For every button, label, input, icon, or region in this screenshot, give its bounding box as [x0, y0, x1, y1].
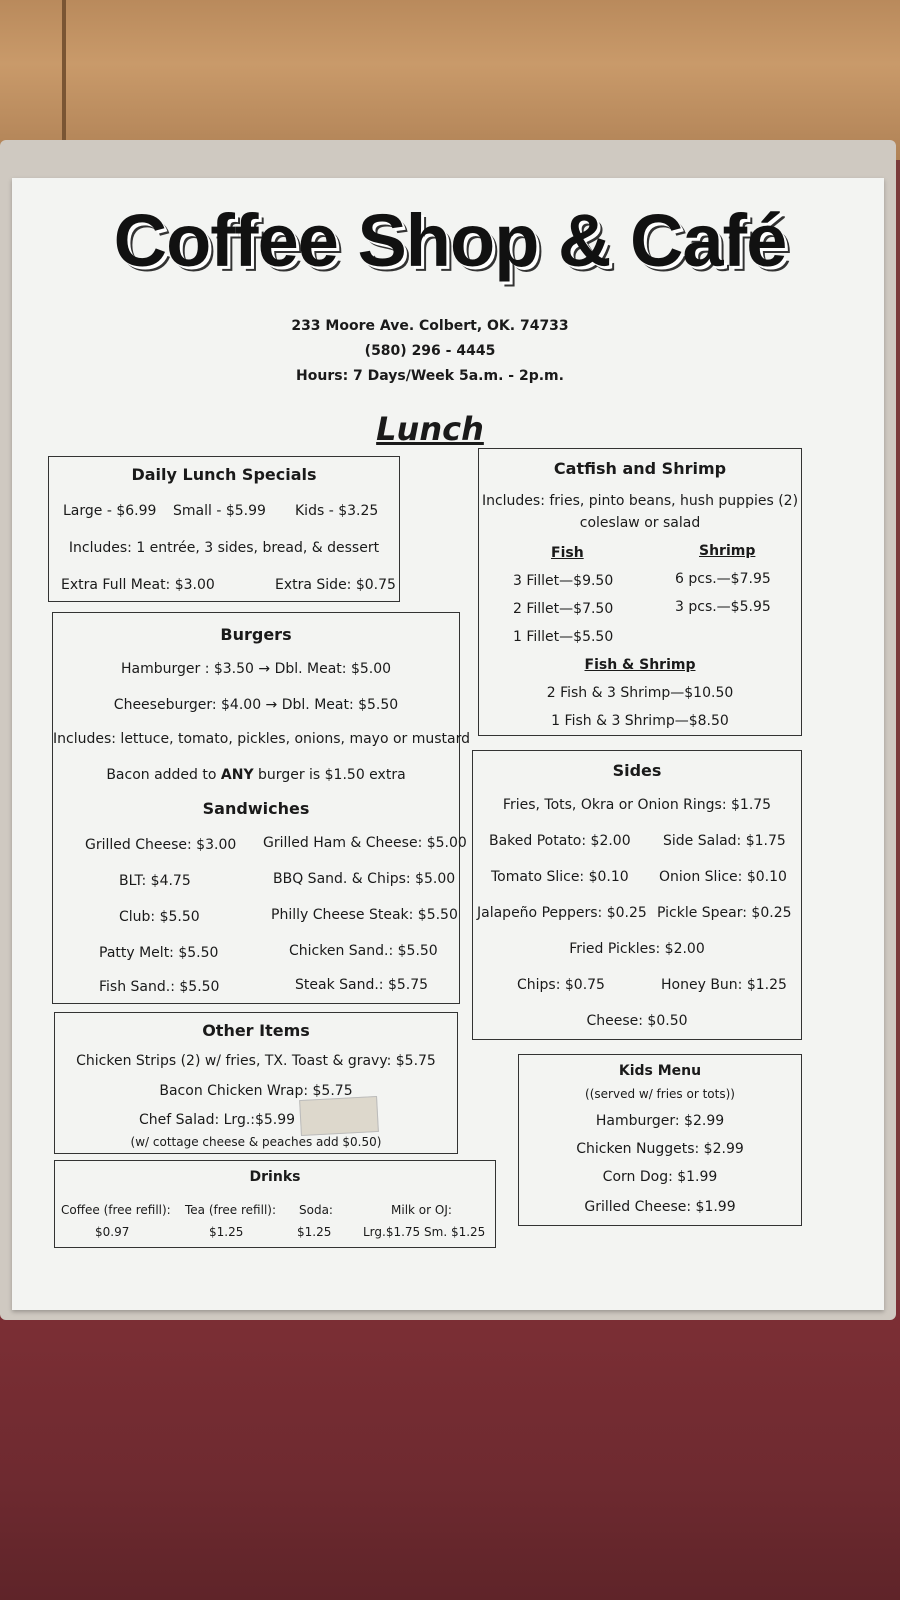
drink-price: $1.25 — [209, 1225, 244, 1239]
sandwich-item: Fish Sand.: $5.50 — [99, 979, 220, 995]
drink-name: Soda: — [299, 1203, 333, 1217]
chef-salad: Chef Salad: Lrg.:$5.99 — [139, 1112, 296, 1128]
honey-bun: Honey Bun: $1.25 — [661, 977, 787, 993]
sides-box — [472, 750, 802, 1040]
sandwich-item: BLT: $4.75 — [119, 873, 191, 889]
counter-surface — [0, 1300, 900, 1600]
hours: Hours: 7 Days/Week 5a.m. - 2p.m. — [296, 368, 564, 384]
price-large: Large - $6.99 — [63, 503, 157, 519]
extra-meat: Extra Full Meat: $3.00 — [61, 577, 215, 593]
bacon-wrap: Bacon Chicken Wrap: $5.75 — [159, 1083, 353, 1099]
catfish-shrimp-box — [478, 448, 802, 736]
drink-name: Coffee (free refill): — [61, 1203, 171, 1217]
burgers-title: Burgers — [220, 625, 292, 644]
catfish-title: Catfish and Shrimp — [553, 459, 727, 478]
cheeseburger-price: Cheeseburger: $4.00 → Dbl. Meat: $5.50 — [113, 697, 399, 713]
drink-name: Milk or OJ: — [391, 1203, 452, 1217]
price-small: Small - $5.99 — [173, 503, 266, 519]
catfish-includes-2: coleslaw or salad — [579, 515, 701, 531]
other-items-title: Other Items — [202, 1021, 310, 1040]
fish-heading: Fish — [551, 545, 584, 561]
fish-item: 3 Fillet—$9.50 — [513, 573, 614, 589]
catfish-includes: Includes: fries, pinto beans, hush puppies (2) — [481, 493, 799, 509]
sandwich-item: Grilled Ham & Cheese: $5.00 — [263, 835, 467, 851]
hamburger-price: Hamburger : $3.50 → Dbl. Meat: $5.00 — [120, 661, 392, 677]
drink-price: $0.97 — [95, 1225, 130, 1239]
drink-price: Lrg.$1.75 Sm. $1.25 — [363, 1225, 486, 1239]
sides-title: Sides — [612, 761, 662, 780]
kids-item: Hamburger: $2.99 — [595, 1113, 725, 1129]
section-title: Lunch — [376, 410, 484, 448]
side-item: Pickle Spear: $0.25 — [657, 905, 792, 921]
sandwiches-title: Sandwiches — [202, 799, 310, 818]
address: 233 Moore Ave. Colbert, OK. 74733 — [291, 318, 569, 334]
sides-fries: Fries, Tots, Okra or Onion Rings: $1.75 — [502, 797, 772, 813]
burger-includes: Includes: lettuce, tomato, pickles, onions, mayo or mustard — [53, 731, 471, 747]
cheese: Cheese: $0.50 — [586, 1013, 688, 1029]
kids-item: Grilled Cheese: $1.99 — [584, 1199, 736, 1215]
kids-item: Corn Dog: $1.99 — [602, 1169, 718, 1185]
drinks-box — [54, 1160, 496, 1248]
sandwich-item: Steak Sand.: $5.75 — [295, 977, 429, 993]
other-items-box — [54, 1012, 458, 1154]
cafe-title: Coffee Shop & Café — [113, 199, 787, 282]
daily-specials-title: Daily Lunch Specials — [131, 465, 317, 484]
kids-menu-title: Kids Menu — [618, 1063, 702, 1079]
side-item: Baked Potato: $2.00 — [489, 833, 631, 849]
sandwich-item: BBQ Sand. & Chips: $5.00 — [273, 871, 456, 887]
drinks-title: Drinks — [249, 1169, 301, 1185]
fish-item: 2 Fillet—$7.50 — [513, 601, 614, 617]
daily-includes: Includes: 1 entrée, 3 sides, bread, & dessert — [68, 540, 380, 556]
kids-menu-box — [518, 1054, 802, 1226]
sandwich-item: Philly Cheese Steak: $5.50 — [271, 907, 458, 923]
wood-seam — [62, 0, 66, 160]
extra-side: Extra Side: $0.75 — [275, 577, 396, 593]
fish-item: 1 Fillet—$5.50 — [513, 629, 614, 645]
side-item: Side Salad: $1.75 — [663, 833, 786, 849]
kids-item: Chicken Nuggets: $2.99 — [576, 1141, 744, 1157]
sandwich-item: Grilled Cheese: $3.00 — [85, 837, 237, 853]
shrimp-item: 3 pcs.—$5.95 — [675, 599, 771, 615]
side-item: Onion Slice: $0.10 — [659, 869, 787, 885]
tape-patch — [299, 1096, 379, 1136]
daily-specials-box — [48, 456, 400, 602]
kids-menu-note: ((served w/ fries or tots)) — [585, 1087, 735, 1101]
drink-name: Tea (free refill): — [185, 1203, 277, 1217]
side-item: Jalapeño Peppers: $0.25 — [477, 905, 647, 921]
chips: Chips: $0.75 — [517, 977, 605, 993]
chicken-strips: Chicken Strips (2) w/ fries, TX. Toast & gravy: $5.75 — [76, 1053, 436, 1069]
shrimp-heading: Shrimp — [699, 543, 756, 559]
combo-item: 1 Fish & 3 Shrimp—$8.50 — [551, 713, 729, 729]
burgers-sandwiches-box — [52, 612, 471, 1004]
combo-heading: Fish & Shrimp — [584, 657, 696, 673]
shrimp-item: 6 pcs.—$7.95 — [675, 571, 771, 587]
chef-salad-note: (w/ cottage cheese & peaches add $0.50) — [130, 1135, 382, 1149]
side-item: Tomato Slice: $0.10 — [491, 869, 629, 885]
sandwich-item: Chicken Sand.: $5.50 — [289, 943, 438, 959]
combo-item: 2 Fish & 3 Shrimp—$10.50 — [546, 685, 734, 701]
phone: (580) 296 - 4445 — [364, 343, 496, 359]
bacon-note: Bacon added to ANY burger is $1.50 extra — [106, 767, 406, 783]
drink-price: $1.25 — [297, 1225, 332, 1239]
sandwich-item: Patty Melt: $5.50 — [99, 945, 219, 961]
price-kids: Kids - $3.25 — [295, 503, 379, 519]
wood-wall — [0, 0, 900, 160]
fried-pickles: Fried Pickles: $2.00 — [569, 941, 705, 957]
sandwich-item: Club: $5.50 — [119, 909, 200, 925]
